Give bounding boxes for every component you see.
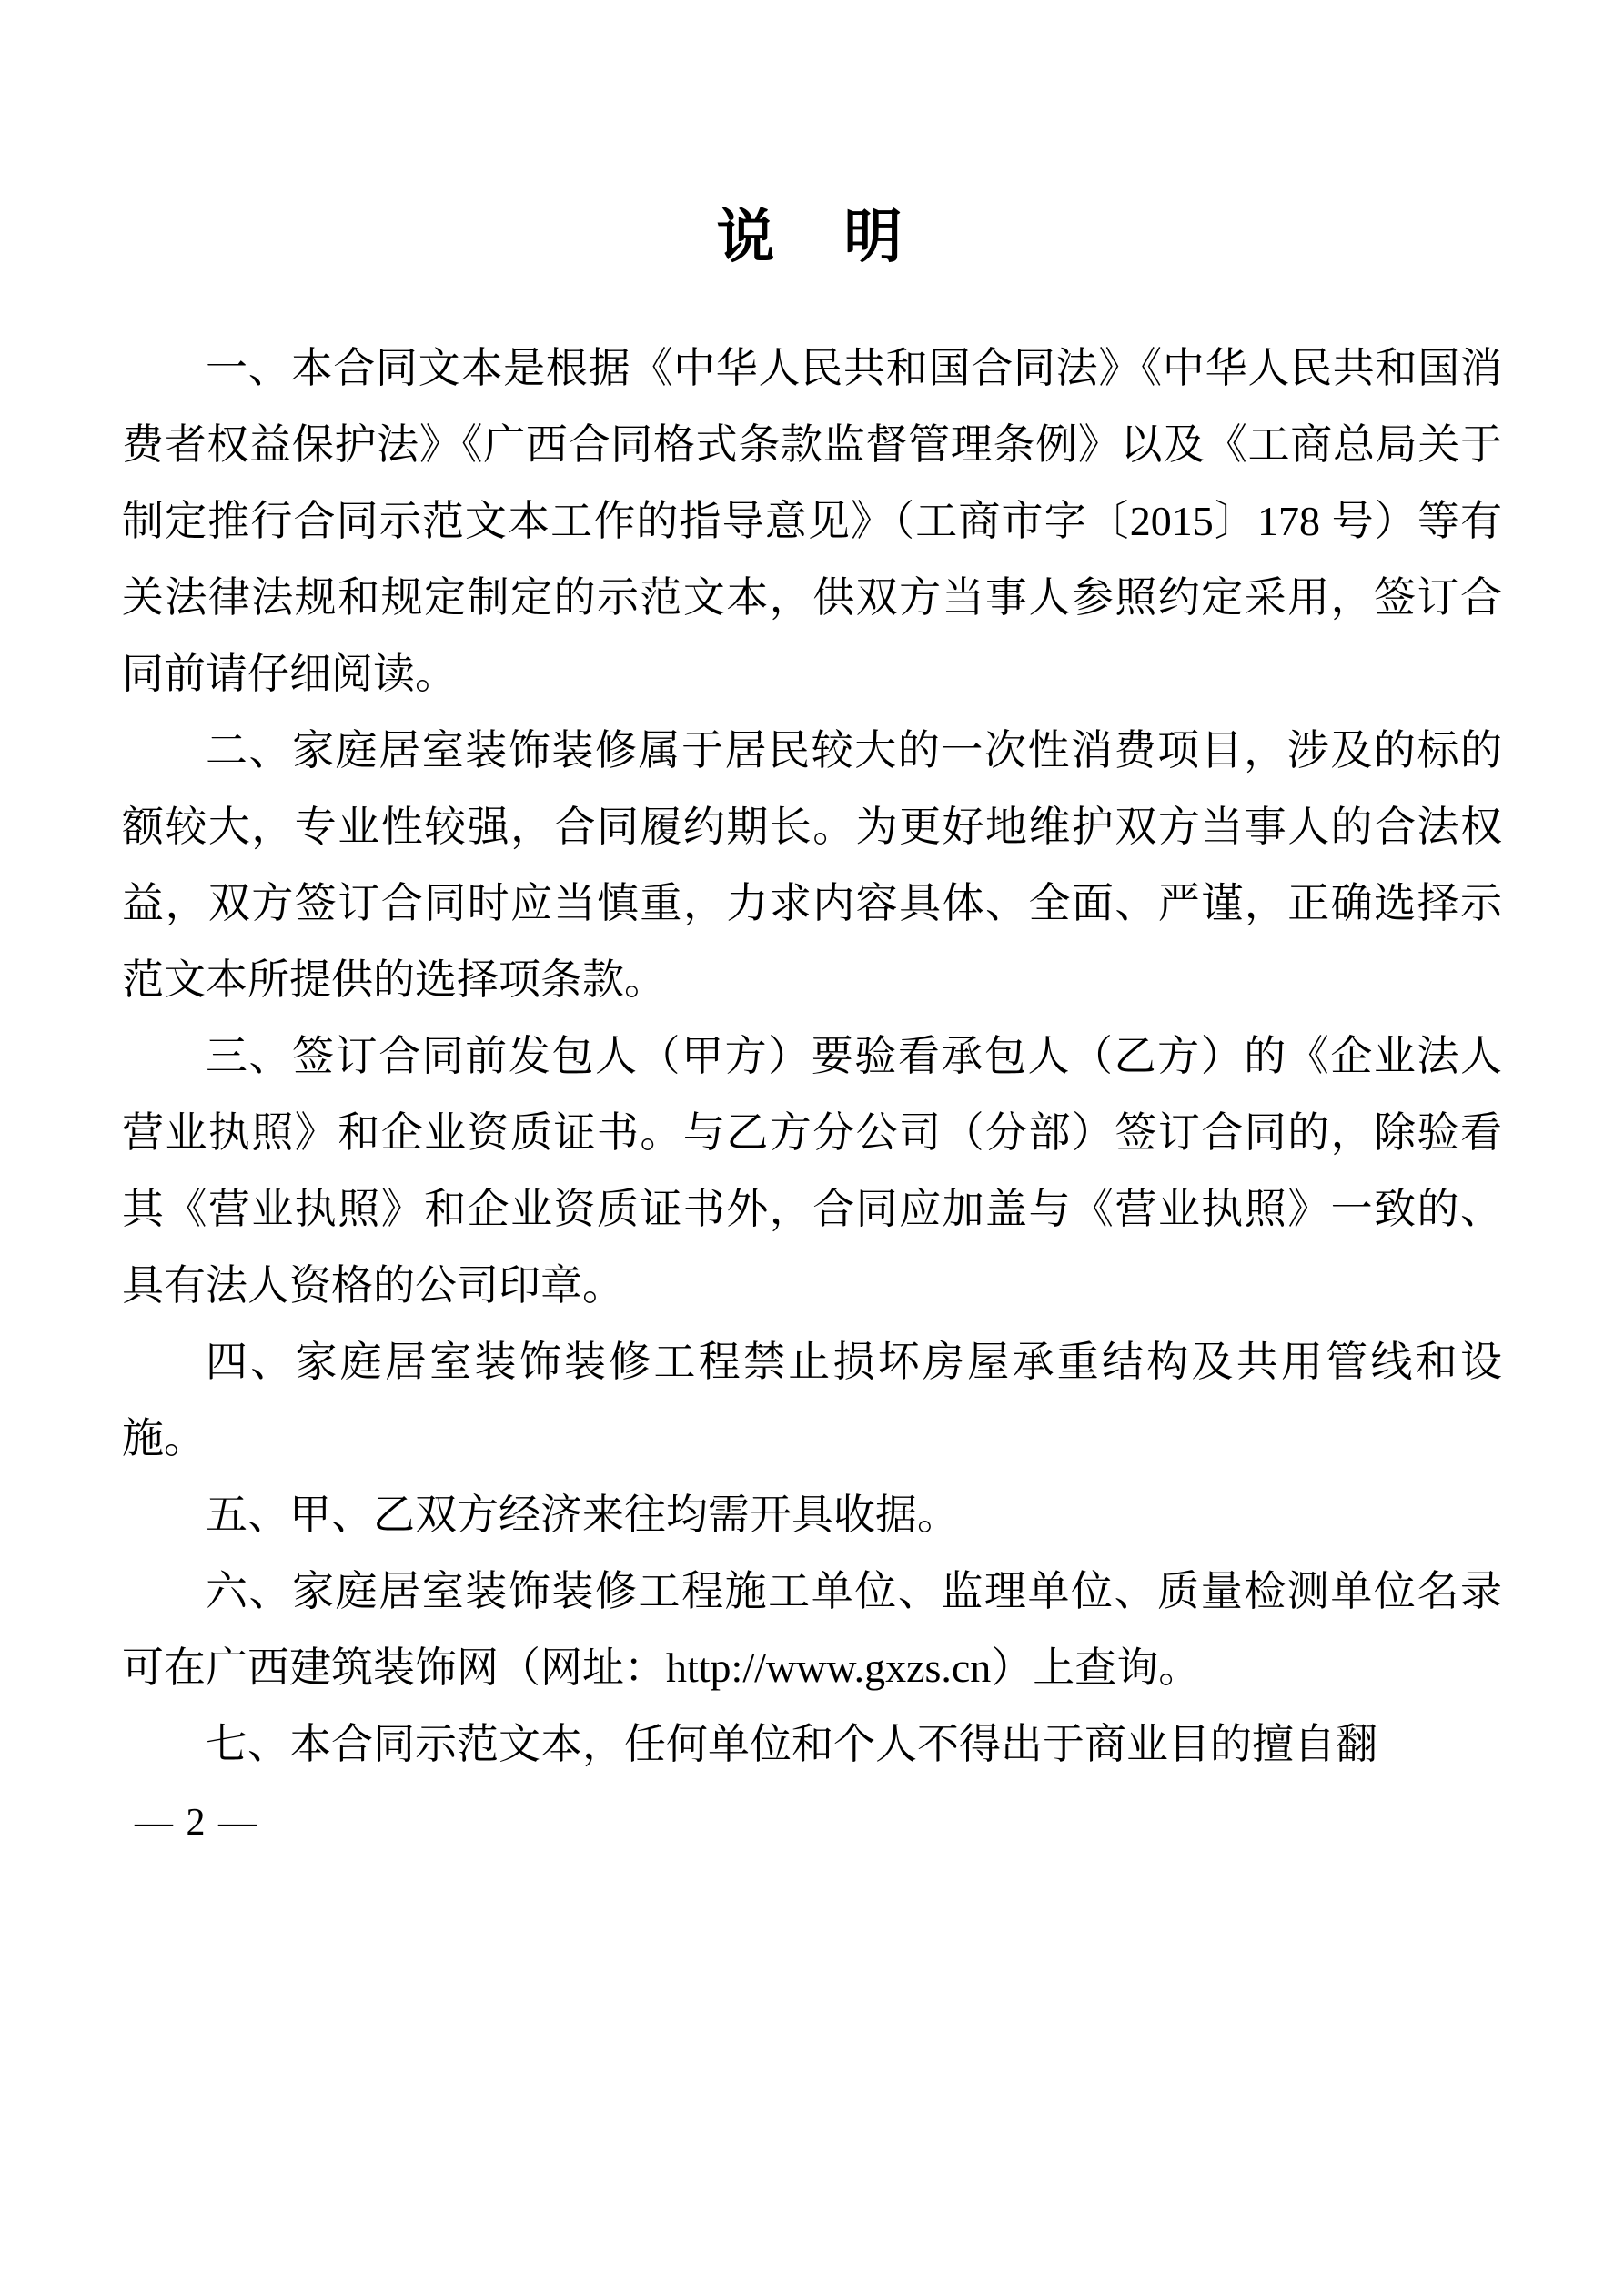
document-body: [122, 330, 1502, 1783]
paragraph-4: 四、家庭居室装饰装修工程禁止损坏房屋承重结构及共用管线和设施。: [122, 1339, 1502, 1462]
paragraph-6: 六、家庭居室装饰装修工程施工单位、监理单位、质量检测单位名录可在广西建筑装饰网（网址：http://www.gxzs.cn）上查询。: [122, 1568, 1502, 1692]
paragraph-1: 一、本合同文本是根据《中华人民共和国合同法》《中华人民共和国消费者权益保护法》《广西合同格式条款监督管理条例》以及《工商总局关于制定推行合同示范文本工作的指导意见》（工商市字〔2015〕178 号）等有关法律法规和规定制定的示范文本，供双方当事人参照约定采用，签订合同前请仔细阅读。: [122, 345, 1502, 698]
page-title: 说 明: [716, 204, 908, 269]
paragraph-3: 三、签订合同前发包人（甲方）要验看承包人（乙方）的《企业法人营业执照》和企业资质证书。与乙方分公司（分部）签订合同的，除验看其《营业执照》和企业资质证书外，合同应加盖与《营业执照》一致的、具有法人资格的公司印章。: [122, 1033, 1502, 1310]
paragraph-5: 五、甲、乙双方经济来往均需开具收据。: [206, 1492, 959, 1539]
page-number: — 2 —: [135, 1802, 258, 1845]
paragraph-7: 七、本合同示范文本，任何单位和个人不得出于商业目的擅自翻: [206, 1721, 1377, 1768]
paragraph-2: 二、家庭居室装饰装修属于居民较大的一次性消费项目，涉及的标的额较大，专业性较强，合同履约期长。为更好地维护双方当事人的合法权益，双方签订合同时应当慎重，力求内容具体、全面、严谨，正确选择示范文本所提供的选择项条款。: [122, 727, 1502, 1004]
